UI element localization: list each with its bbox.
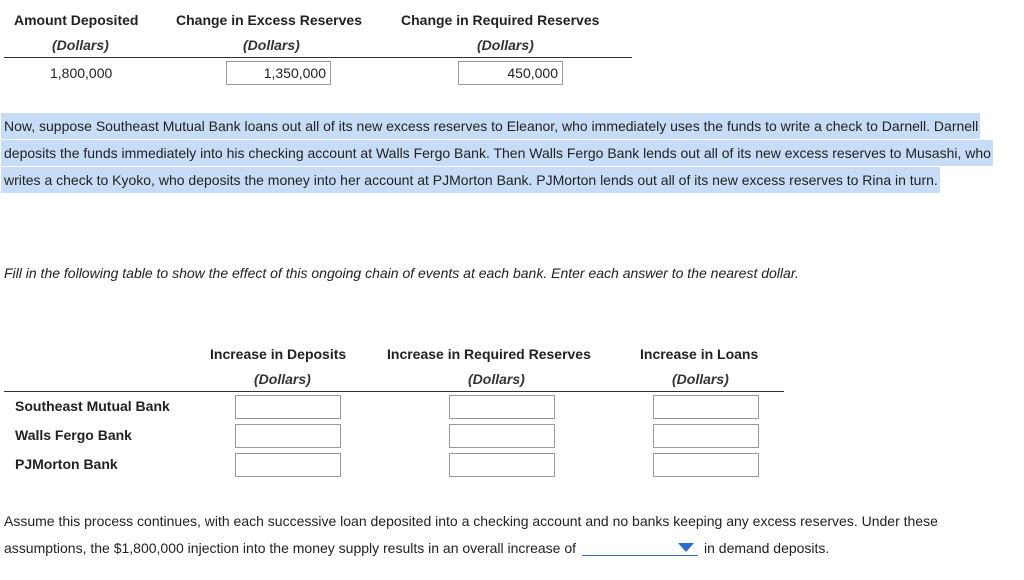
southeast-loans-input[interactable] [653, 395, 759, 419]
chevron-down-icon [678, 543, 694, 552]
pjmorton-required-reserves-input[interactable] [449, 453, 555, 477]
demand-deposits-dropdown[interactable] [582, 537, 698, 556]
header-amount-deposited: Amount Deposited [14, 12, 139, 28]
header-increase-loans: Increase in Loans [640, 346, 759, 362]
amount-deposited-value: 1,800,000 [50, 65, 113, 81]
bank-label-pjmorton: PJMorton Bank [15, 456, 118, 472]
conclusion-after-dropdown: in demand deposits. [704, 540, 830, 556]
unit-increase-required-reserves: (Dollars) [468, 371, 525, 387]
southeast-required-reserves-input[interactable] [449, 395, 555, 419]
pjmorton-deposits-input[interactable] [235, 453, 341, 477]
unit-increase-deposits: (Dollars) [254, 371, 311, 387]
conclusion-line1: Assume this process continues, with each successive loan deposited into a checking account and no banks keeping any excess reserves. Under these [4, 513, 938, 529]
unit-change-required-reserves: (Dollars) [477, 37, 534, 53]
unit-increase-loans: (Dollars) [672, 371, 729, 387]
scenario-paragraph [1, 113, 1023, 194]
unit-amount-deposited: (Dollars) [52, 37, 109, 53]
conclusion-paragraph [4, 508, 1019, 562]
walls-fergo-required-reserves-input[interactable] [449, 424, 555, 448]
conclusion-before-dropdown: assumptions, the $1,800,000 injection into the money supply results in an overall increase of [4, 540, 577, 556]
walls-fergo-deposits-input[interactable] [235, 424, 341, 448]
southeast-deposits-input[interactable] [235, 395, 341, 419]
pjmorton-loans-input[interactable] [653, 453, 759, 477]
instruction-text: Fill in the following table to show the effect of this ongoing chain of events at each bank. Enter each answer to the nearest dollar. [4, 265, 799, 281]
unit-change-excess-reserves: (Dollars) [243, 37, 300, 53]
chain-table-rule [4, 391, 784, 392]
walls-fergo-loans-input[interactable] [653, 424, 759, 448]
header-increase-required-reserves: Increase in Required Reserves [387, 346, 591, 362]
top-table-rule [4, 57, 632, 58]
conclusion-line2 [4, 535, 1019, 562]
bank-label-walls-fergo: Walls Fergo Bank [15, 427, 132, 443]
header-increase-deposits: Increase in Deposits [210, 346, 347, 362]
required-reserves-answer[interactable]: 450,000 [458, 61, 563, 85]
header-change-excess-reserves: Change in Excess Reserves [176, 12, 362, 28]
bank-label-southeast: Southeast Mutual Bank [15, 398, 170, 414]
excess-reserves-answer[interactable]: 1,350,000 [226, 61, 331, 85]
header-change-required-reserves: Change in Required Reserves [401, 12, 600, 28]
scenario-text: Now, suppose Southeast Mutual Bank loans out all of its new excess reserves to Eleanor, who immediately uses the funds to write a check to Darnell. Darnell deposits the funds immediately into his checking account at Walls Fergo Bank. Then Walls Fergo Bank lends out all of its new excess reserves to Musashi, who writes a check to Kyoko, who deposits the money into her account at PJMorton Bank. PJMorton lends out all of its new excess reserves to Rina in turn. [1, 113, 993, 193]
